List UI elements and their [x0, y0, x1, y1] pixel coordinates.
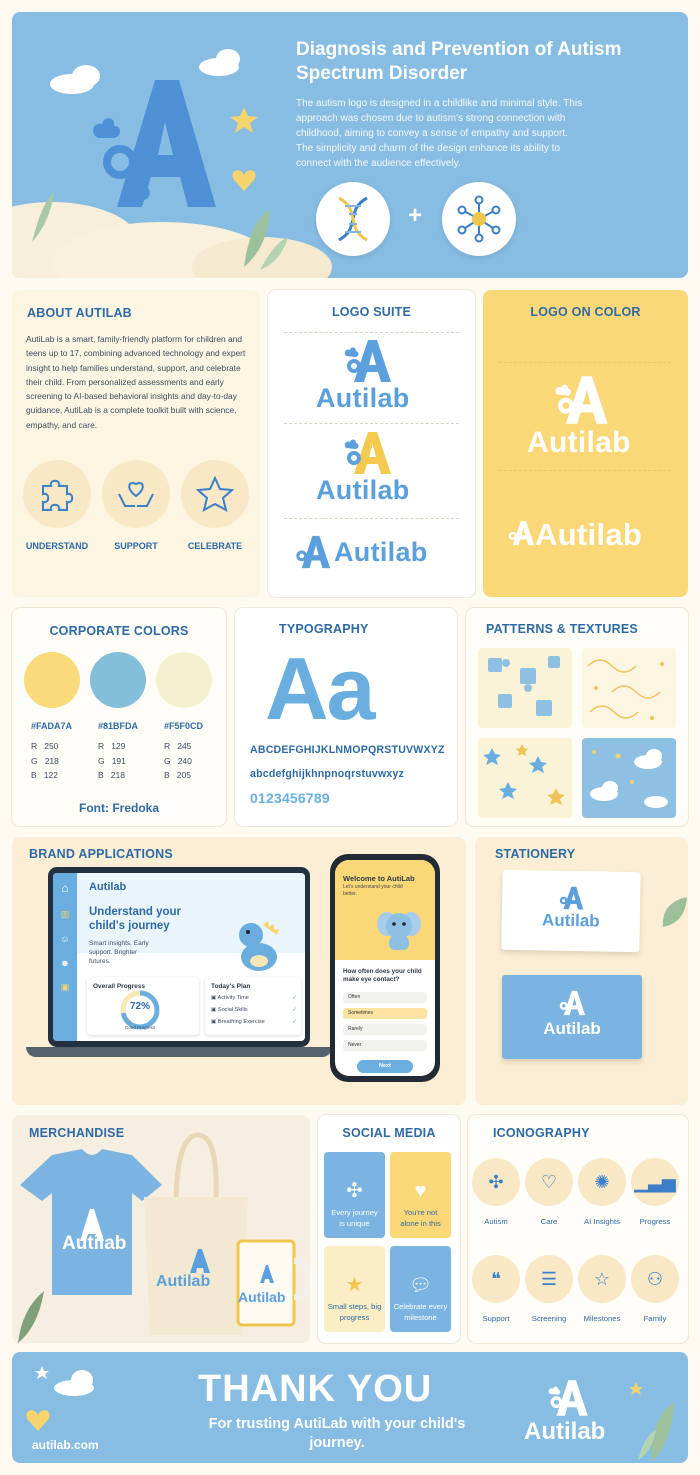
family-icon: ⚇ [631, 1255, 679, 1303]
brand-applications-section [12, 837, 466, 1105]
about-section [12, 290, 260, 597]
elephant-mascot [375, 902, 423, 954]
icon-label-ai-insights: AI Insights [584, 1217, 620, 1226]
hero-title: Diagnosis and Prevention of Autism Spectrum Disorder [296, 39, 622, 84]
option-never[interactable]: Never [343, 1040, 427, 1051]
chat-bubble-icon: 💬︎ [409, 1275, 432, 1295]
app-brand: Autilab [89, 881, 127, 893]
social-post-4[interactable]: 💬︎ Celebrate every milestone [390, 1246, 451, 1332]
app-subline: Smart insights. Early support. Brighter futures. [89, 940, 149, 965]
icon-label-milestones: Milestones [583, 1314, 621, 1323]
plan-item[interactable]: ▣ Breathing Exercise ✓ [211, 1019, 297, 1025]
pattern-puzzle [478, 648, 572, 728]
thank-you-title: THANK YOU [198, 1368, 433, 1410]
swatch-cream [156, 652, 212, 708]
progress-value: 72% [129, 1001, 150, 1012]
app-headline: Understand your child's journey [89, 906, 182, 932]
check-icon: ✓ [292, 995, 297, 1001]
pillar-understand-label: UNDERSTAND [25, 541, 89, 551]
rgb-cream: R 245 G 240 B 205 [164, 741, 192, 780]
pillar-celebrate-label: CELEBRATE [187, 541, 243, 551]
pillar-support-label: SUPPORT [114, 541, 158, 551]
puzzle-icon [23, 460, 91, 528]
logo-suite-title: LOGO SUITE [331, 305, 412, 319]
social-media-section [318, 1115, 460, 1343]
mug-mockup [232, 1235, 310, 1331]
social-post-3[interactable]: ★ Small steps, big progress [324, 1246, 385, 1332]
heart-icon: ♥ [414, 1180, 427, 1202]
iconography-title: ICONOGRAPHY [493, 1126, 590, 1140]
star-icon: ★ [345, 1274, 364, 1296]
group-icon[interactable]: ☻ [60, 958, 70, 968]
phone-screen [335, 860, 435, 1076]
rgb-blue: R 129 G 191 B 218 [98, 741, 126, 780]
option-often[interactable]: Often [343, 992, 427, 1003]
dino-mascot [229, 913, 295, 973]
footer-logo-mark [548, 1378, 592, 1418]
pattern-stars [478, 738, 572, 818]
website-link[interactable]: autilab.com [32, 1438, 99, 1452]
users-icon[interactable]: ☺ [60, 934, 70, 944]
app-sidebar [53, 873, 77, 1041]
phone-question: How often does your child make eye contact? [343, 968, 422, 983]
next-button[interactable]: Next [357, 1060, 413, 1073]
stationery-section [475, 837, 688, 1105]
typography-uppercase: ABCDEFGHIJKLNMOPQRSTUVWXYZ [250, 744, 445, 756]
logo-mark-white-horizontal [507, 519, 537, 547]
logo-mark-blue [344, 338, 396, 384]
brand-apps-title: BRAND APPLICATIONS [29, 847, 173, 861]
typography-title: TYPOGRAPHY [279, 622, 369, 636]
about-title: ABOUT AUTILAB [27, 306, 132, 320]
thank-you-subtitle: For trusting AutiLab with your child's journey. [208, 1416, 466, 1451]
pattern-dna [582, 648, 676, 728]
corporate-colors-section [12, 608, 226, 826]
pattern-clouds [582, 738, 676, 818]
typography-lowercase: abcdefghijkhnpnoqrstuvwxyz [250, 768, 405, 780]
logo-wordmark-primary: Autilab [316, 383, 410, 413]
plus-sign: + [408, 202, 423, 229]
hero-description: The autism logo is designed in a childlike and minimal style. This approach was chosen due to autism's strong connection with childhood, aiming to convey a sense of empathy and support. The simplicity and charm of the design enhance its ability to connect with the audience effectively. [296, 98, 583, 169]
logo-on-color-wordmark-horizontal: Autilab [535, 517, 643, 552]
laptop-base [26, 1047, 332, 1057]
phone-welcome: Welcome to AutiLab [343, 874, 415, 883]
rgb-yellow: R 250 G 218 B 122 [31, 741, 59, 780]
business-card-front [501, 870, 640, 952]
progress-icon: ▁▃▅ [631, 1158, 679, 1206]
icon-label-support: Support [482, 1314, 510, 1323]
screening-icon: ☰ [525, 1255, 573, 1303]
tshirt-wordmark: Autilab [62, 1233, 127, 1254]
logo-suite-section [268, 290, 475, 597]
logo-on-color-section [483, 290, 688, 597]
home-icon[interactable]: ⌂ [61, 881, 69, 895]
dna-icon [316, 182, 390, 256]
heart-hands-icon [102, 460, 170, 528]
phone-welcome-sub: Let's understand your child better. [343, 884, 403, 897]
logo-mark-horizontal [294, 534, 334, 570]
icon-label-screening: Screening [531, 1314, 567, 1323]
icon-label-family: Family [643, 1314, 667, 1323]
hex-yellow: #FADA7A [31, 721, 73, 731]
icon-label-progress: Progress [639, 1217, 671, 1226]
option-rarely[interactable]: Rarely [343, 1024, 427, 1035]
social-post-2[interactable]: ♥ You're not alone in this [390, 1152, 451, 1238]
option-sometimes[interactable]: Sometimes [343, 1008, 427, 1019]
leaf-decoration [659, 893, 688, 933]
patterns-title: PATTERNS & TEXTURES [486, 622, 638, 636]
chart-icon[interactable]: ▥ [60, 909, 70, 919]
puzzle-icon: ✣ [346, 1180, 363, 1202]
typography-sample: Aa [265, 639, 374, 738]
mug-wordmark: Autilab [238, 1289, 286, 1305]
social-post-1[interactable]: ✣ Every journey is unique [324, 1152, 385, 1238]
milestones-icon: ☆ [578, 1255, 626, 1303]
typography-section [235, 608, 457, 826]
about-text: AutiLab is a smart, family-friendly platform for children and teens up to 17, combining advanced technology and expert insight to help families understand, support, and celebrate their child. From personalized assessments and early screening to AI-based behavioral insights and day-to-day guidance, AutiLab is a complete toolkit built with science, empathy, and care. [26, 334, 246, 430]
hex-cream: #F5F0CD [164, 721, 204, 731]
hex-blue: #81BFDA [98, 721, 139, 731]
logo-on-color-title: LOGO ON COLOR [530, 305, 641, 319]
social-title: SOCIAL MEDIA [342, 1126, 436, 1140]
plan-item[interactable]: ▣ Activity Time ✓ [211, 995, 297, 1001]
logo-wordmark-secondary: Autilab [316, 475, 410, 505]
merch-title: MERCHANDISE [29, 1126, 125, 1140]
plan-item[interactable]: ▣ Social Skills ✓ [211, 1007, 297, 1013]
laptop-screen [53, 873, 305, 1041]
footer-wordmark: Autilab [524, 1418, 606, 1445]
hero-banner [12, 12, 688, 278]
check-icon: ✓ [292, 1007, 297, 1013]
progress-label: Good Progress [124, 1025, 156, 1030]
autism-icon: ✣ [472, 1158, 520, 1206]
card-back-wordmark: Autilab [543, 1019, 601, 1038]
logo-mark-white [553, 374, 615, 426]
business-card-back [502, 975, 642, 1059]
colors-title: CORPORATE COLORS [49, 624, 189, 638]
care-icon: ♡ [525, 1158, 573, 1206]
typography-digits: 0123456789 [250, 790, 330, 806]
support-icon: ❝ [472, 1255, 520, 1303]
check-icon: ✓ [292, 1019, 297, 1025]
network-icon [442, 182, 516, 256]
icon-label-care: Care [540, 1217, 558, 1226]
star-icon [181, 460, 249, 528]
swatch-blue [90, 652, 146, 708]
plant-decoration [12, 1285, 52, 1343]
font-name: Font: Fredoka [79, 801, 159, 815]
tote-wordmark: Autilab [156, 1273, 211, 1290]
plan-title: Today's Plan [211, 983, 251, 990]
thank-you-banner [12, 1352, 688, 1463]
logo-on-color-wordmark: Autilab [527, 426, 631, 459]
logo-mark-yellow [344, 430, 396, 476]
logo-mark-card-white [558, 989, 588, 1017]
logo-mark-card [558, 885, 586, 911]
logo-wordmark-horizontal: Autilab [334, 537, 428, 567]
phone-mockup [330, 854, 440, 1082]
iconography-section [468, 1115, 688, 1343]
ai-insights-icon: ✺ [578, 1158, 626, 1206]
plan-list [211, 995, 297, 1025]
swatch-yellow [24, 652, 80, 708]
card-wordmark: Autilab [541, 910, 600, 931]
progress-title: Overall Progress [93, 983, 146, 990]
stationery-title: STATIONERY [495, 847, 576, 861]
calendar-icon[interactable]: ▣ [60, 982, 70, 992]
icon-label-autism: Autism [484, 1217, 508, 1226]
laptop-mockup [48, 867, 310, 1047]
patterns-section [466, 608, 688, 826]
merchandise-section [12, 1115, 310, 1343]
